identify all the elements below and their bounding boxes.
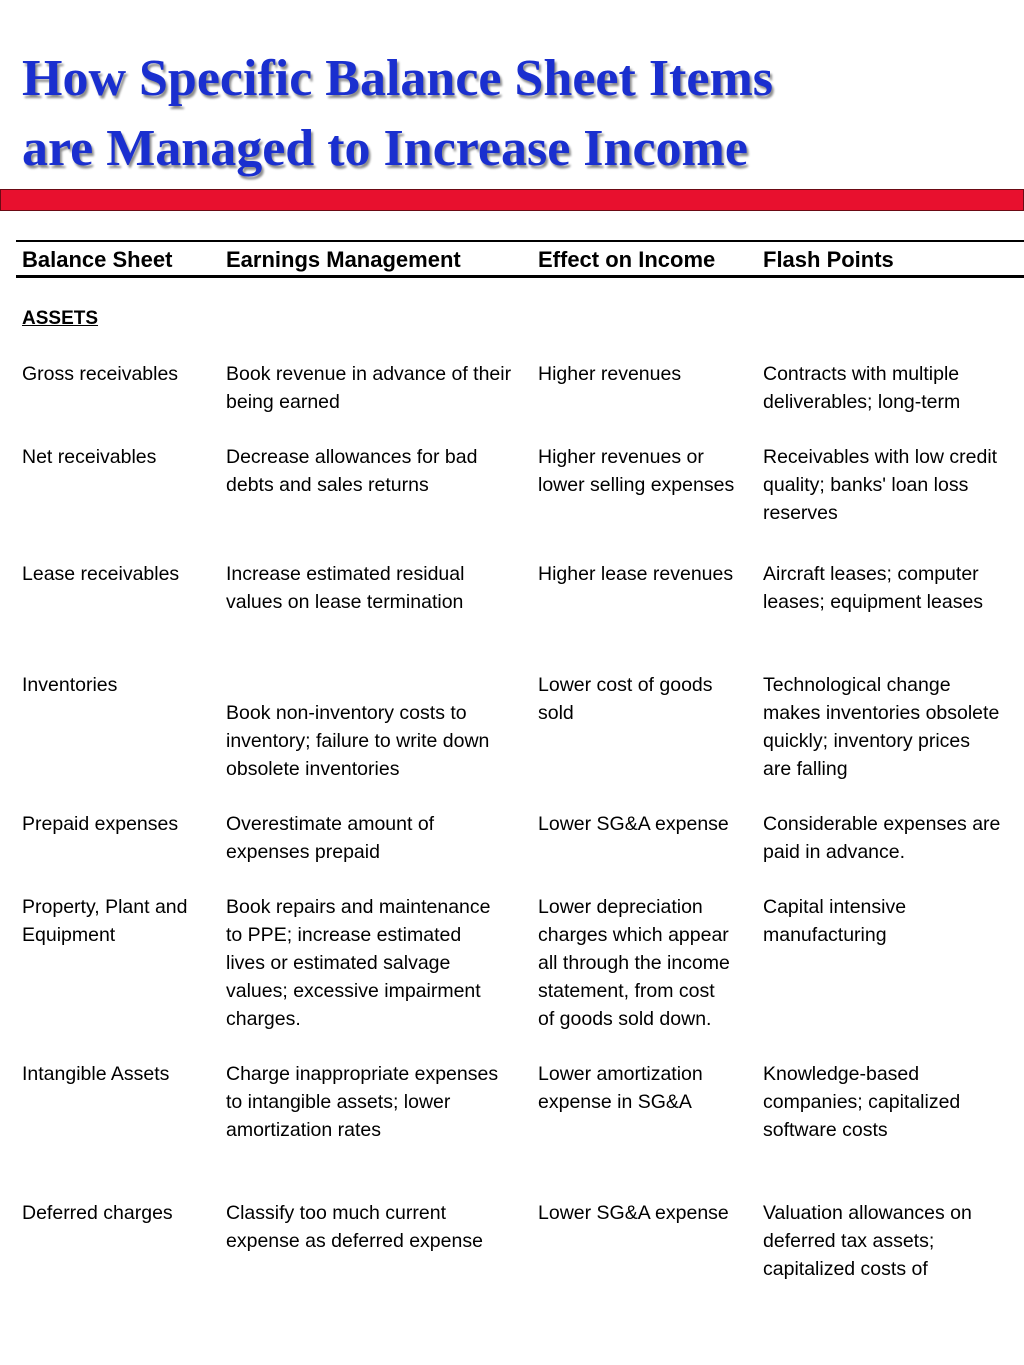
cell-line: values; excessive impairment [226, 980, 481, 1002]
header-balance-sheet: Balance Sheet [22, 247, 173, 272]
cell-line: being earned [226, 391, 340, 413]
cell-line: sold [538, 702, 574, 724]
cell-earnings-management [226, 810, 434, 866]
cell-earnings-management [226, 360, 511, 416]
cell-line: Lower cost of goods [538, 674, 713, 696]
cell-line: are falling [763, 758, 848, 780]
cell-effect-on-income [538, 1060, 703, 1116]
cell-line: Lower depreciation [538, 896, 703, 918]
cell-flash-points [763, 560, 983, 616]
cell-line: obsolete inventories [226, 758, 400, 780]
cell-line: Deferred charges [22, 1202, 173, 1224]
cell-balance-sheet-item [22, 893, 187, 949]
cell-line: Decrease allowances for bad [226, 446, 478, 468]
cell-effect-on-income [538, 443, 734, 499]
cell-balance-sheet-item [22, 1060, 169, 1088]
cell-line: Charge inappropriate expenses [226, 1063, 499, 1085]
cell-balance-sheet-item [22, 560, 179, 588]
cell-line: Property, Plant and [22, 896, 188, 918]
cell-line: Book non-inventory costs to [226, 702, 467, 724]
table-header [16, 240, 1024, 278]
cell-earnings-management [226, 1199, 483, 1255]
cell-line: Capital intensive [763, 896, 907, 918]
header-earnings-management: Earnings Management [226, 247, 461, 272]
header-effect-on-income: Effect on Income [538, 247, 716, 272]
cell-effect-on-income [538, 893, 730, 1033]
cell-effect-on-income [538, 560, 733, 588]
cell-line: charges which appear [538, 924, 729, 946]
cell-line: Valuation allowances on [763, 1202, 972, 1224]
cell-line: Contracts with multiple [763, 363, 960, 385]
cell-balance-sheet-item [22, 1199, 173, 1227]
cell-line: capitalized costs of [763, 1258, 928, 1280]
cell-line: inventory; failure to write down [226, 730, 490, 752]
cell-line: to PPE; increase estimated [226, 924, 462, 946]
cell-flash-points [763, 360, 960, 416]
cell-line: Higher lease revenues [538, 563, 734, 585]
cell-line: Overestimate amount of [226, 813, 435, 835]
cell-balance-sheet-item [22, 810, 178, 838]
cell-line: Technological change [763, 674, 951, 696]
cell-line: quality; banks' loan loss [763, 474, 969, 496]
cell-effect-on-income [538, 1199, 729, 1227]
cell-line: expense in SG&A [538, 1091, 692, 1113]
cell-earnings-management [226, 1060, 498, 1144]
cell-flash-points [763, 1199, 972, 1283]
cell-flash-points [763, 671, 999, 783]
cell-line: Inventories [22, 674, 118, 696]
cell-line: expenses prepaid [226, 841, 380, 863]
cell-earnings-management [226, 699, 489, 783]
cell-line: manufacturing [763, 924, 887, 946]
title-line-1: How Specific Balance Sheet Items [22, 50, 774, 107]
cell-earnings-management [226, 443, 477, 499]
title-divider-bar [0, 189, 1024, 211]
cell-line: statement, from cost [538, 980, 715, 1002]
cell-flash-points [763, 443, 997, 527]
cell-line: paid in advance. [763, 841, 906, 863]
cell-line: Lower SG&A expense [538, 1202, 729, 1224]
cell-line: reserves [763, 502, 838, 524]
cell-line: Book revenue in advance of their [226, 363, 512, 385]
cell-earnings-management [226, 560, 464, 616]
cell-line: deferred tax assets; [763, 1230, 935, 1252]
cell-line: deliverables; long-term [763, 391, 961, 413]
cell-balance-sheet-item [22, 443, 156, 471]
title-line-2: are Managed to Increase Income [22, 120, 748, 177]
cell-line: Knowledge-based [763, 1063, 920, 1085]
cell-line: Lower SG&A expense [538, 813, 729, 835]
cell-line: to intangible assets; lower [226, 1091, 451, 1113]
cell-line: Classify too much current [226, 1202, 446, 1224]
cell-line: quickly; inventory prices [763, 730, 970, 752]
cell-line: Net receivables [22, 446, 157, 468]
cell-line: Lower amortization [538, 1063, 703, 1085]
cell-line: charges. [226, 1008, 301, 1030]
cell-line: debts and sales returns [226, 474, 429, 496]
cell-flash-points [763, 1060, 960, 1144]
cell-line: Receivables with low credit [763, 446, 998, 468]
cell-line: companies; capitalized [763, 1091, 961, 1113]
cell-line: Prepaid expenses [22, 813, 179, 835]
cell-line: Equipment [22, 924, 116, 946]
cell-flash-points [763, 810, 1000, 866]
cell-line: of goods sold down. [538, 1008, 712, 1030]
cell-line: Lease receivables [22, 563, 180, 585]
cell-line: software costs [763, 1119, 888, 1141]
cell-line: all through the income [538, 952, 730, 974]
cell-earnings-management [226, 893, 491, 1033]
slide-title [22, 44, 1012, 184]
cell-line: makes inventories obsolete [763, 702, 1000, 724]
cell-line: Considerable expenses are [763, 813, 1001, 835]
header-flash-points: Flash Points [763, 247, 894, 272]
cell-line: Gross receivables [22, 363, 179, 385]
cell-line: values on lease termination [226, 591, 464, 613]
section-label-assets: ASSETS [22, 308, 99, 329]
cell-balance-sheet-item [22, 360, 178, 388]
cell-flash-points [763, 893, 906, 949]
cell-line: Increase estimated residual [226, 563, 465, 585]
cell-line: amortization rates [226, 1119, 381, 1141]
cell-line: Book repairs and maintenance [226, 896, 491, 918]
cell-effect-on-income [538, 671, 713, 727]
cell-line: lower selling expenses [538, 474, 735, 496]
cell-effect-on-income [538, 810, 729, 838]
cell-balance-sheet-item [22, 671, 117, 699]
cell-line: lives or estimated salvage [226, 952, 451, 974]
cell-line: leases; equipment leases [763, 591, 984, 613]
cell-line: Higher revenues [538, 363, 682, 385]
cell-effect-on-income [538, 360, 681, 388]
cell-line: Higher revenues or [538, 446, 704, 468]
cell-line: expense as deferred expense [226, 1230, 483, 1252]
cell-line: Aircraft leases; computer [763, 563, 979, 585]
cell-line: Intangible Assets [22, 1063, 170, 1085]
